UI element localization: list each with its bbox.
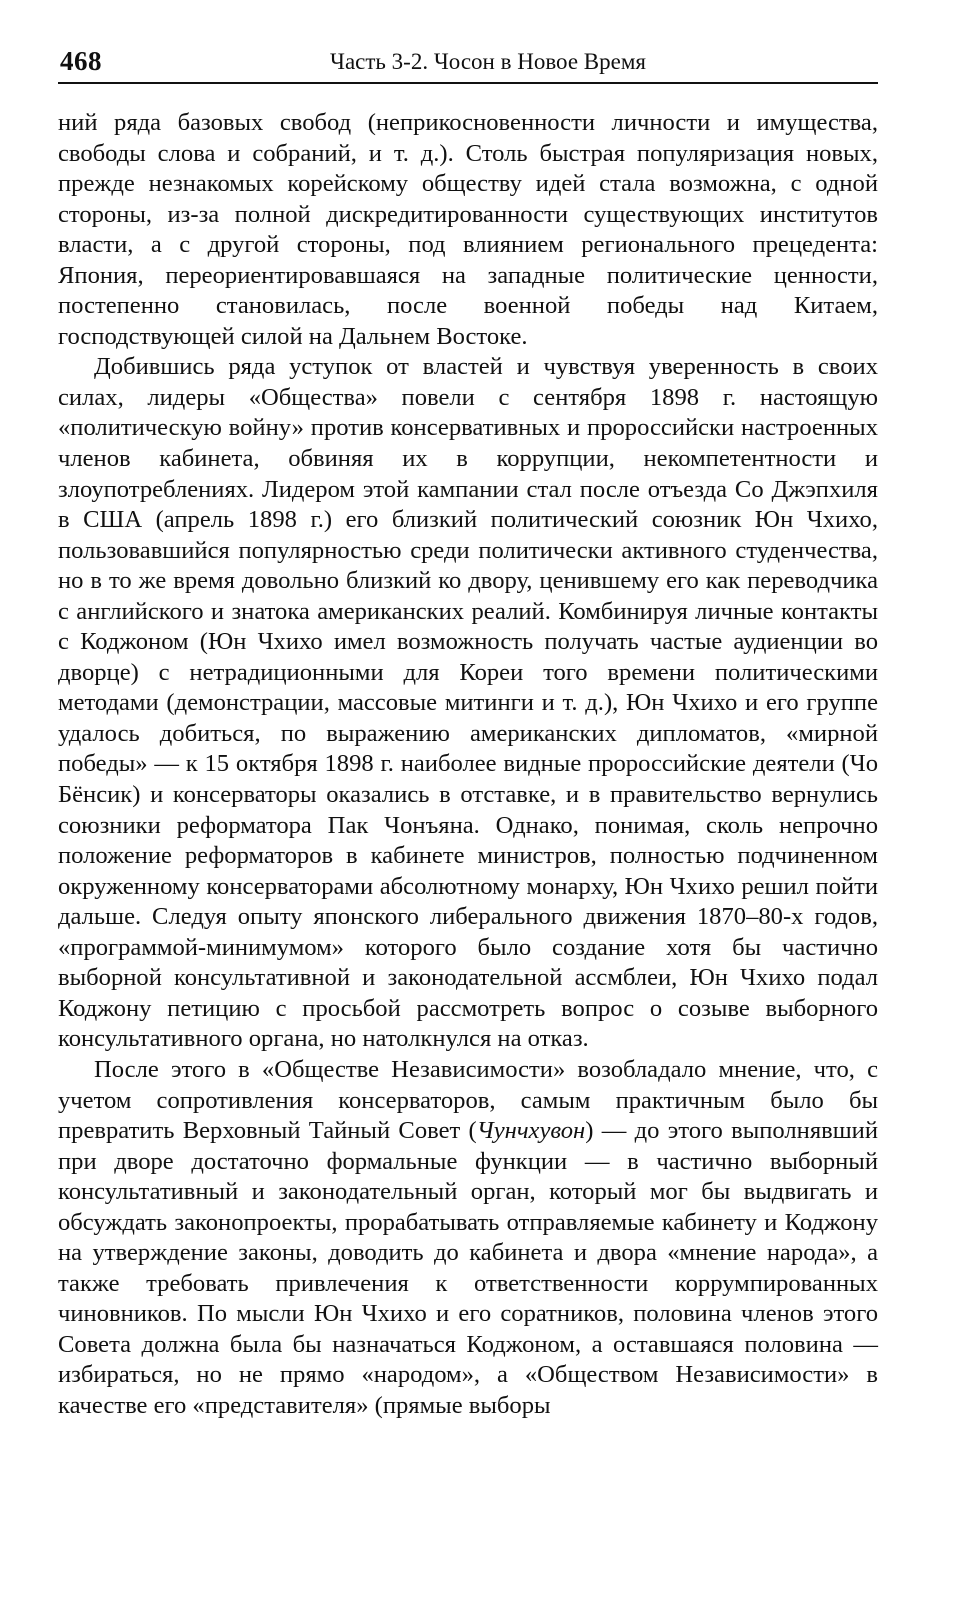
paragraph-3-italic-term: Чунчхувон — [476, 1117, 586, 1145]
running-header — [58, 0, 878, 84]
paragraph-2-text: Добившись ряда уступок от властей и чувствуя уверенность в своих силах, лидеры «Общества» повели с сентября 1898 г. настоящую «политическую войну» против консервативных и пророссийски настроенных членов кабинета, обвиняя их в коррупции, некомпетентности и злоупотреблениях. Лидером этой кампании стал после отъезда Со Джэпхиля в США (апрель 1898 г.) его близкий политический союзник Юн Чхихо, пользовавшийся популярностью среди политически активного студенчества, но в то же время довольно близкий ко двору, ценившему его как переводчика с английского и знатока американских реалий. Комбинируя личные контакты с Коджоном (Юн Чхихо имел возможность получать частые аудиенции во дворце) с нетрадиционными для Кореи того времени политическими методами (демонстрации, массовые митинги и т. д.), Юн Чхихо и его группе удалось добиться, по выражению американских дипломатов, «мирной победы» — к 15 октября 1898 г. наиболее видные пророссийские деятели (Чо Бёнсик) и консерваторы оказались в отставке, и в правительство вернулись союзники реформатора Пак Чонъяна. Однако, понимая, сколь непрочно положение реформаторов в кабинете министров, полностью подчиненном окруженному консерваторами абсолютному монарху, Юн Чхихо решил пойти дальше. Следуя опыту японского либерального движения 1870–80-х годов, «программой-минимумом» которого было создание хотя бы частично выборной консультативной и законодательной ассмблеи, Юн Чхихо подал Коджону петицию с просьбой рассмотреть вопрос о созыве выборного консультативного органа, но натолкнулся на отказ. — [58, 353, 878, 1053]
paragraph-3-text-start: После этого в «Обществе Независимости» возобладало мнение, что, с учетом сопротивления консерваторов, самым практичным было бы превратить Верховный Тайный Совет ( — [58, 1055, 878, 1145]
paragraph-1 — [58, 108, 878, 352]
book-page — [58, 0, 878, 1422]
paragraph-1-text: ний ряда базовых свобод (неприкосновенности личности и имущества, свободы слова и собраний, и т. д.). Столь быстрая популяризация новых, прежде незнакомых корейскому обществу идей стала возможна, с одной стороны, из-за полной дискредитированности существующих институтов власти, а с другой стороны, под влиянием регионального прецедента: Япония, переориентировавшаяся на западные политические ценности, постепенно становилась, после военной победы над Китаем, господствующей силой на Дальнем Востоке. — [58, 109, 878, 350]
paragraph-2 — [58, 352, 878, 1055]
page-number: 468 — [60, 46, 102, 76]
running-title: Часть 3-2. Чосон в Новое Время — [330, 49, 646, 74]
body-text — [58, 108, 878, 1422]
paragraph-3-text-end: ) — до этого выполнявший при дворе достаточно формальные функции — в частично выборный консультативный и законодательный орган, который мог бы выдвигать и обсуждать законопроекты, прорабатывать отправляемые кабинету и Коджону на утверждение законы, доводить до кабинета и двора «мнение народа», а также требовать привлечения к ответственности коррумпированных чиновников. По мысли Юн Чхихо и его соратников, половина членов этого Совета должна была бы назначаться Коджоном, а оставшаяся половина — избираться, но не прямо «народом», а «Обществом Независимости» в качестве его «представителя» (прямые выборы — [58, 1117, 879, 1419]
paragraph-3 — [58, 1055, 878, 1422]
